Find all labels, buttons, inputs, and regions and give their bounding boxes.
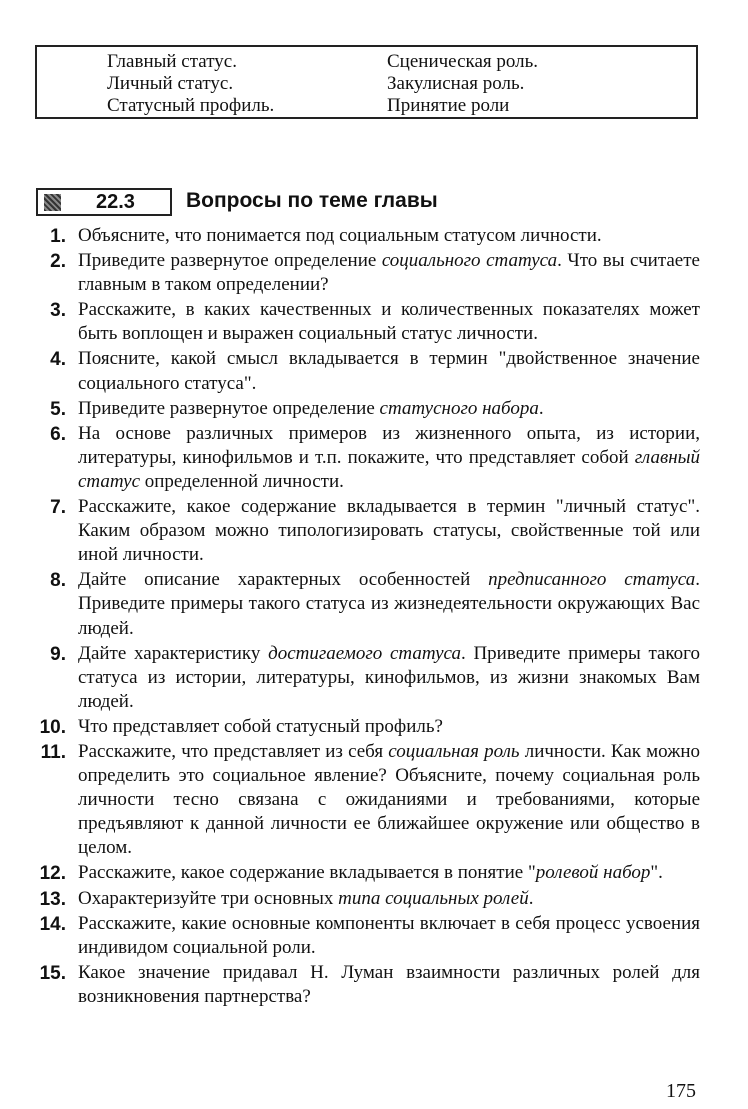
question-number: 5. <box>50 398 66 420</box>
question-text-run: Охарактеризуйте три основных <box>78 887 339 909</box>
question-text-run: Расскажите, что представляет из себя <box>78 740 389 762</box>
question-term-italic: типа социальных ролей <box>338 887 529 909</box>
question-text-run: На основе различных примеров из жизненного опыта, из истории, литературы, кинофильмов и т.п. покажите, что представляет собой <box>78 422 700 468</box>
question-item <box>36 422 700 494</box>
question-text-run: Дайте характеристику <box>78 642 269 664</box>
question-term-italic: ролевой набор <box>535 862 651 884</box>
question-text-run: Расскажите, какое содержание вкладывается в понятие " <box>78 862 536 884</box>
question-item <box>36 397 700 421</box>
term-item: Статусный профиль. <box>107 95 275 116</box>
question-text <box>78 740 700 860</box>
question-text <box>78 495 700 567</box>
questions-list <box>36 224 700 1010</box>
question-text <box>78 961 700 1009</box>
question-text <box>78 642 700 714</box>
question-number: 14. <box>39 913 66 935</box>
question-text <box>78 568 700 640</box>
question-text-run: Расскажите, какие основные компоненты включает в себя процесс усвоения индивидом социальной роли. <box>78 912 700 958</box>
question-number: 6. <box>50 423 66 445</box>
question-text <box>78 397 700 421</box>
question-number: 1. <box>50 226 66 247</box>
question-text-run: Расскажите, в каких качественных и количественных показателях может быть воплощен и выражен социальный статус личности. <box>78 299 700 345</box>
question-text <box>78 249 700 297</box>
question-text-run: Объясните, что понимается под социальным статусом личности. <box>78 225 602 246</box>
question-text <box>78 224 700 248</box>
question-item <box>36 861 700 885</box>
question-text-run: определенной личности. <box>140 470 344 492</box>
question-term-italic: статусного набора <box>379 397 539 419</box>
question-text-run: . Приведите примеры такого статуса из истории, литературы, кинофильмов, из жизни знакомых Вам людей. <box>78 642 700 712</box>
question-text-run: . <box>538 397 544 419</box>
question-text <box>78 422 700 494</box>
question-text <box>78 912 700 960</box>
question-term-italic: социального статуса <box>381 250 558 272</box>
question-item <box>36 495 700 567</box>
question-item <box>36 961 700 1009</box>
terms-column-left <box>107 51 274 117</box>
section-marker-icon <box>44 194 61 211</box>
question-item <box>36 249 700 297</box>
question-term-italic: предписанного статуса <box>488 569 696 591</box>
question-item <box>36 298 700 346</box>
question-item <box>36 912 700 960</box>
question-item <box>36 642 700 714</box>
question-text <box>78 887 700 911</box>
question-number: 3. <box>50 300 66 322</box>
section-number-box <box>36 188 172 216</box>
question-term-italic: социальная роль <box>388 740 520 762</box>
question-number: 13. <box>39 888 66 910</box>
question-text-run: . <box>528 887 534 909</box>
question-number: 10. <box>39 716 66 738</box>
question-text-run: Поясните, какой смысл вкладывается в термин "двойственное значение социального статуса". <box>78 348 700 394</box>
question-number: 9. <box>50 643 66 665</box>
question-number: 12. <box>39 863 66 885</box>
question-text-run: . Приведите примеры такого статуса из жизнедеятельности окружающих Вас людей. <box>78 569 701 639</box>
term-item: Главный статус. <box>107 51 237 72</box>
question-item <box>36 740 700 860</box>
question-item <box>36 224 700 248</box>
question-text-run: Приведите развернутое определение <box>78 250 382 272</box>
page-number: 175 <box>666 1080 696 1102</box>
question-text <box>78 298 700 346</box>
question-number: 11. <box>40 741 66 763</box>
question-number: 15. <box>39 962 66 984</box>
question-item <box>36 887 700 911</box>
question-text-run: личности. Как можно определить это социальное явление? Объясните, почему социальная роль личности тесно связана с ожиданиями и требованиями, которые предъявляют к данной личности ее ближайшее окружение или общество в целом. <box>78 740 701 859</box>
question-text <box>78 861 700 885</box>
question-number: 8. <box>50 570 66 592</box>
question-text-run: . Что вы считаете главным в таком определении? <box>78 250 700 296</box>
question-term-italic: достигаемого статуса <box>268 642 461 664</box>
question-text-run: Что представляет собой статусный профиль? <box>78 715 443 737</box>
question-item <box>36 347 700 395</box>
question-item <box>36 568 700 640</box>
section-title: Вопросы по теме главы <box>186 189 438 212</box>
term-item: Принятие роли <box>387 95 510 116</box>
question-text-run: Приведите развернутое определение <box>78 397 380 419</box>
question-text <box>78 715 700 739</box>
term-item: Закулисная роль. <box>387 73 525 94</box>
question-text <box>78 347 700 395</box>
term-item: Личный статус. <box>107 73 234 94</box>
question-text-run: Расскажите, какое содержание вкладывается в термин "личный статус". Каким образом можно типологизировать статусы, свойственные той или иной личности. <box>78 496 700 566</box>
question-number: 4. <box>50 349 66 371</box>
question-term-italic: главный статус <box>78 446 700 492</box>
question-text-run: ". <box>650 862 663 884</box>
question-number: 7. <box>50 497 66 519</box>
section-number: 22.3 <box>96 191 135 213</box>
question-number: 2. <box>50 251 66 273</box>
term-item: Сценическая роль. <box>387 51 539 72</box>
terms-column-right <box>387 51 538 117</box>
question-text-run: Какое значение придавал Н. Луман взаимности различных ролей для возникновения партнерства? <box>78 961 700 1007</box>
terms-box <box>35 45 698 119</box>
question-text-run: Дайте описание характерных особенностей <box>78 569 489 591</box>
question-item <box>36 715 700 739</box>
